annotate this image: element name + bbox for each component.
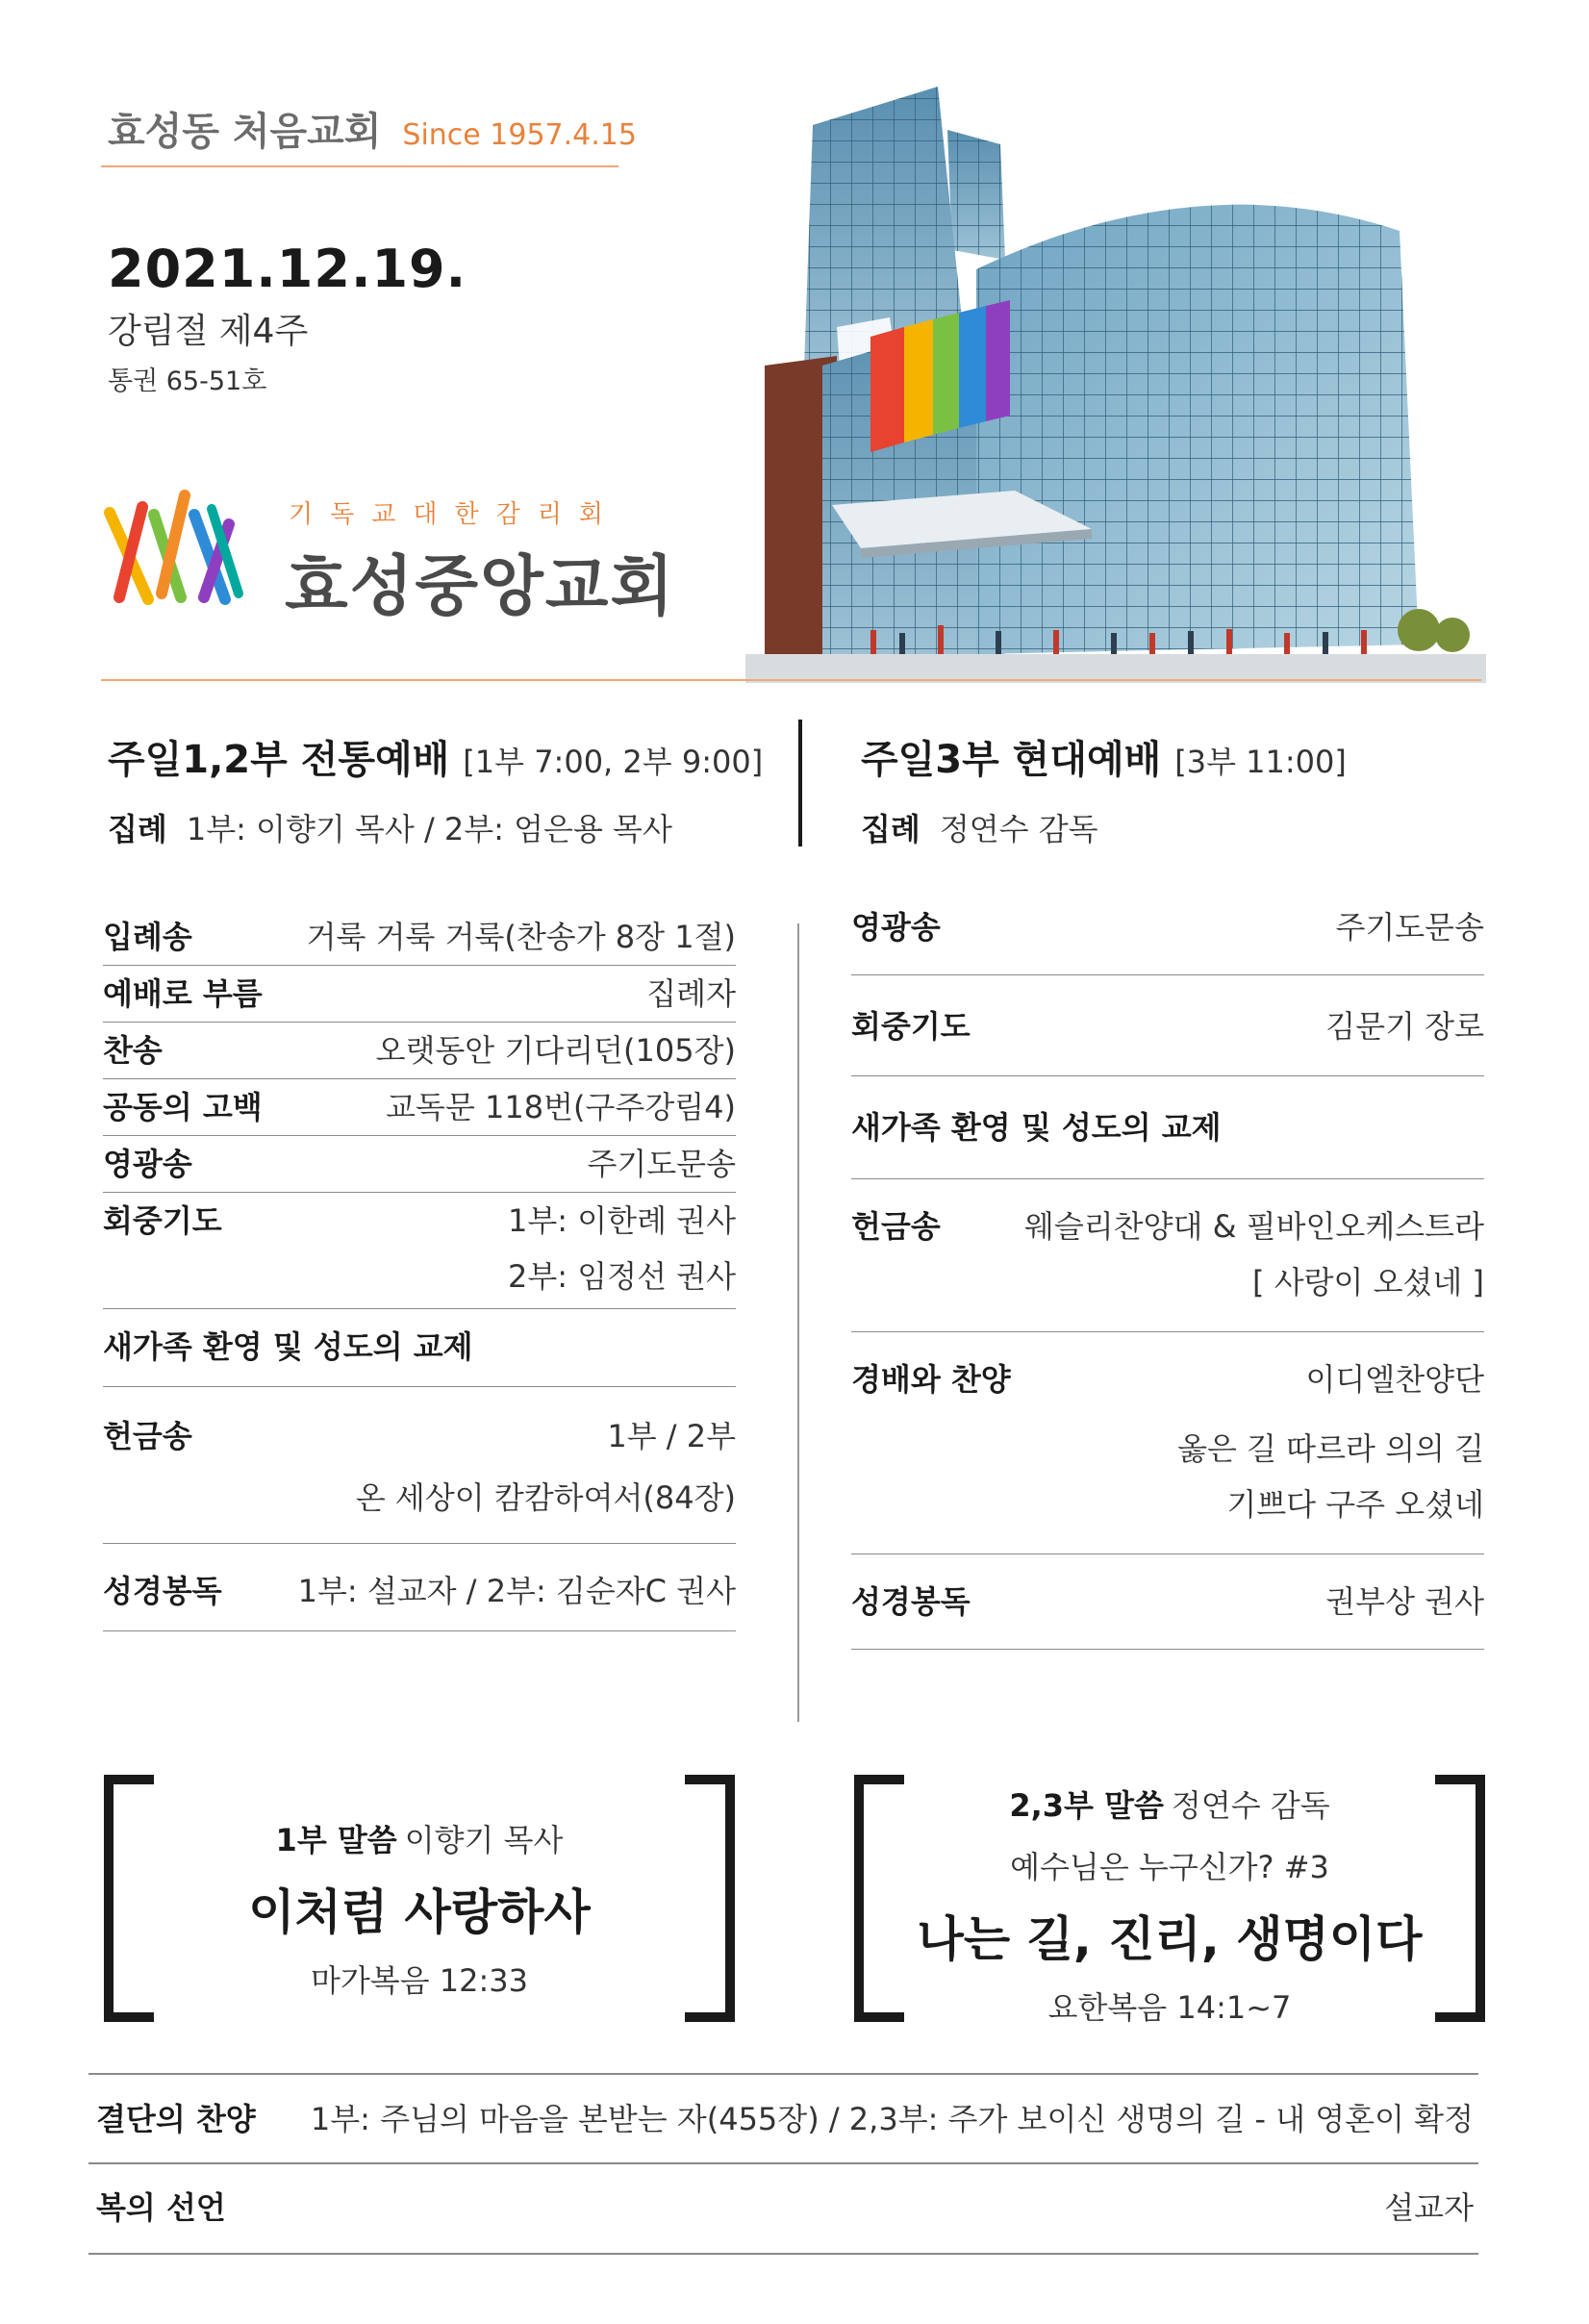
- closing-hymn-row: [96, 2095, 1474, 2139]
- service-contemporary: [861, 729, 1347, 849]
- order-value: [ 사랑이 오셨네 ]: [1252, 1264, 1484, 1301]
- officiant-value: 정연수 감독: [939, 811, 1098, 847]
- denomination: 기독교대한감리회: [289, 500, 620, 529]
- order-values: [1325, 1574, 1484, 1629]
- order-value: 주기도문송: [587, 1146, 736, 1182]
- order-label: 성경봉독: [103, 1573, 222, 1609]
- service-divider: [798, 720, 802, 846]
- order-values: [646, 966, 736, 1022]
- sermon-service: 1부 말씀: [275, 1822, 397, 1858]
- officiant-value: 1부: 이향기 목사 / 2부: 엄은용 목사: [186, 811, 672, 847]
- benediction-row: [96, 2184, 1474, 2228]
- footer-rule: [88, 2073, 1478, 2075]
- order-values: [356, 1408, 736, 1526]
- footer-rule: [88, 2162, 1478, 2164]
- org-header: [108, 101, 637, 156]
- order-label: 헌금송: [851, 1208, 941, 1245]
- order-label: 회중기도: [851, 1008, 971, 1045]
- sermon-service: 2,3부 말씀: [1009, 1787, 1164, 1824]
- column-divider: [797, 923, 799, 1722]
- service-traditional: [108, 729, 763, 849]
- sermon-2: [904, 1781, 1435, 2028]
- service-time: [1부 7:00, 2부 9:00]: [463, 744, 764, 780]
- sermon-preacher: 정연수 감독: [1171, 1787, 1330, 1824]
- church-building-image: [745, 77, 1486, 683]
- order-values: [386, 1079, 736, 1135]
- benediction-label: 복의 선언: [96, 2189, 226, 2226]
- order-label: 예배로 부름: [103, 975, 263, 1012]
- liturgical-season: 강림절 제4주: [108, 312, 309, 351]
- org-divider: [101, 165, 618, 167]
- order-label: 영광송: [103, 1146, 192, 1182]
- order-row: [851, 1076, 1484, 1179]
- order-label: 경배와 찬양: [851, 1361, 1011, 1398]
- order-row: [851, 1179, 1484, 1332]
- sermon-preacher: 이향기 목사: [404, 1822, 564, 1858]
- order-label: 영광송: [851, 909, 941, 946]
- service-title: 주일1,2부 전통예배: [108, 738, 450, 782]
- order-label: 새가족 환영 및 성도의 교제: [851, 1109, 1222, 1146]
- bracket-right: [685, 1775, 735, 2022]
- since-date: Since 1957.4.15: [402, 118, 637, 152]
- order-value: 주기도문송: [1335, 909, 1484, 946]
- order-row: [103, 909, 736, 966]
- order-row: [103, 1023, 736, 1079]
- bracket-left: [854, 1775, 904, 2022]
- closing-hymn-value: 1부: 주님의 마음을 본받는 자(455장) / 2,3부: 주가 보이신 생명의 길 - 내 영혼이 확정: [310, 2101, 1474, 2137]
- order-row: [103, 1544, 736, 1631]
- church-logo-icon: [104, 486, 248, 611]
- order-label: 새가족 환영 및 성도의 교제: [103, 1328, 473, 1365]
- order-row: [851, 975, 1484, 1076]
- bracket-right: [1435, 1775, 1485, 2022]
- order-value: 김문기 장로: [1325, 1008, 1484, 1045]
- header-divider: [101, 679, 1481, 681]
- order-row: [851, 1554, 1484, 1650]
- officiant-label: 집례: [108, 811, 167, 847]
- service-time: [3부 11:00]: [1174, 744, 1347, 780]
- order-label: 회중기도: [103, 1202, 222, 1239]
- order-label: 공동의 고백: [103, 1089, 263, 1125]
- service-title: 주일3부 현대예배: [861, 738, 1162, 782]
- order-values: [1325, 998, 1484, 1054]
- bracket-left: [104, 1775, 154, 2022]
- order-of-worship-right: [851, 899, 1484, 1650]
- church-name: 효성중앙교회: [285, 549, 676, 625]
- order-values: [376, 1023, 736, 1078]
- bulletin-date: 2021.12.19.: [108, 239, 467, 299]
- order-value: 웨슬리찬양대 & 필바인오케스트라: [1023, 1208, 1484, 1245]
- benediction-value: 설교자: [1384, 2189, 1474, 2226]
- order-row: [103, 1079, 736, 1136]
- sermon-header: [904, 1781, 1435, 1826]
- order-value: 이디엘찬양단: [1305, 1361, 1484, 1398]
- officiant-label: 집례: [861, 811, 921, 847]
- sermon-scripture: 요한복음 14:1~7: [1047, 1989, 1292, 2026]
- order-row: [103, 1193, 736, 1309]
- order-label: 성경봉독: [851, 1583, 971, 1620]
- order-value: 1부: 설교자 / 2부: 김순자C 권사: [297, 1573, 736, 1609]
- order-value: 2부: 임정선 권사: [508, 1258, 736, 1295]
- order-of-worship-left: [103, 909, 736, 1631]
- order-value: 1부: 이한례 권사: [508, 1202, 736, 1239]
- order-values: [307, 909, 736, 965]
- order-label: 헌금송: [103, 1418, 192, 1454]
- org-name: 효성동 처음교회: [108, 110, 382, 154]
- order-value: 기쁘다 구주 오셨네: [1226, 1486, 1484, 1523]
- order-values: [1024, 1199, 1484, 1310]
- issue-number: 통권 65-51호: [108, 366, 267, 396]
- order-values: [508, 1193, 736, 1304]
- order-values: [587, 1136, 736, 1192]
- sermon-1: [154, 1816, 685, 2001]
- order-values: [298, 1563, 736, 1619]
- footer-rule: [88, 2253, 1478, 2255]
- order-row: [851, 899, 1484, 975]
- order-value: 1부 / 2부: [607, 1418, 736, 1454]
- sermon-title: 나는 길, 진리, 생명이다: [917, 1911, 1423, 1967]
- order-row: [851, 1332, 1484, 1554]
- closing-hymn-label: 결단의 찬양: [96, 2101, 256, 2137]
- sermon-header: [154, 1816, 685, 1860]
- order-value: 오랫동안 기다리던(105장): [375, 1032, 736, 1069]
- order-value: 집례자: [646, 975, 736, 1012]
- order-label: 입례송: [103, 919, 192, 955]
- order-row: [103, 1309, 736, 1387]
- order-values: [1335, 899, 1484, 955]
- order-value: 온 세상이 캄캄하여서(84장): [355, 1479, 736, 1516]
- order-row: [103, 1387, 736, 1544]
- order-values: [1177, 1351, 1484, 1532]
- order-row: [103, 966, 736, 1023]
- order-value: 거룩 거룩 거룩(찬송가 8장 1절): [306, 919, 736, 955]
- order-value: 교독문 118번(구주강림4): [386, 1089, 736, 1125]
- sermon-title: 이처럼 사랑하사: [248, 1884, 591, 1940]
- order-row: [103, 1136, 736, 1193]
- sermon-scripture: 마가복음 12:33: [310, 1962, 529, 1999]
- order-value: 옳은 길 따르라 의의 길: [1177, 1430, 1484, 1467]
- order-label: 찬송: [103, 1032, 163, 1069]
- sermon-series: 예수님은 누구신가? #3: [1010, 1849, 1329, 1885]
- order-value: 권부상 권사: [1325, 1583, 1484, 1620]
